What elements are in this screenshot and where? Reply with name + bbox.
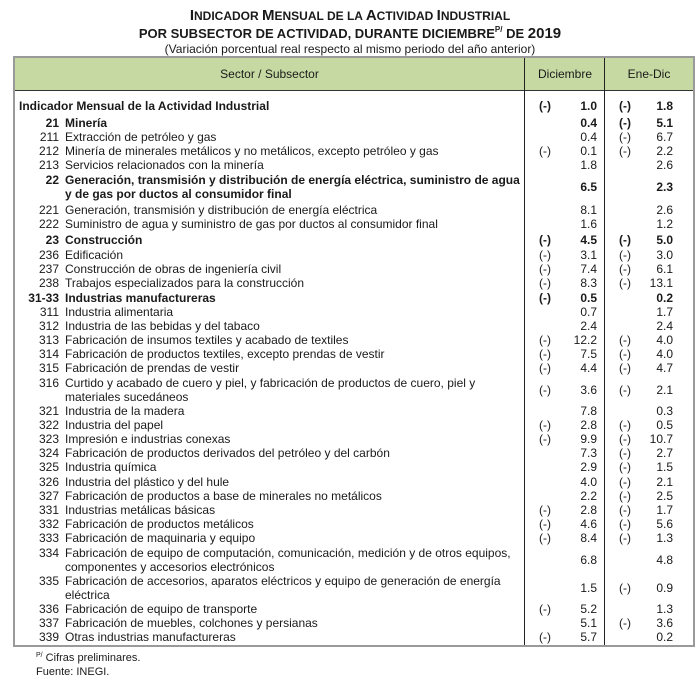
table-row: 22 Generación, transmisión y distribución de energía eléctrica, suministro de agua y de gas por ductos al consumidor final 6.5 2.3 [15,173,693,201]
subsector-code: 333 [38,531,59,545]
subsector-label: Generación, transmisión y distribución de energía eléctrica [65,203,378,217]
footnote-preliminary: $^{P/}$ Cifras preliminares. [36,652,141,664]
subsector-label: Construcción de obras de ingeniería civil [65,262,282,276]
table-row: 221 Generación, transmisión y distribución de energía eléctrica 8.1 2.6 [15,203,693,217]
negative-marker: (-) [539,99,551,113]
negative-marker: (-) [539,517,551,531]
subsector-code: 314 [38,347,59,361]
negative-marker: (-) [619,248,631,262]
subsector-label: Fabricación de productos a base de minerales no metálicos [65,489,382,503]
subsector-code: 325 [38,460,59,474]
negative-marker: (-) [619,116,631,130]
subsector-label: Otras industrias manufactureras [65,630,236,644]
negative-marker: (-) [619,333,631,347]
table-row: 321 Industria de la madera 7.8 0.3 [15,404,693,418]
table-row: 238 Trabajos especializados para la construcción (-) 8.3 (-) 13.1 [15,276,693,290]
subsector-code: 22 [45,173,59,187]
negative-marker: (-) [619,489,631,503]
subsector-label: Fabricación de accesorios, aparatos eléctricos y equipo de generación de energía eléctrica [65,574,501,603]
subsector-code: 213 [38,158,59,172]
subsector-code: 212 [38,144,59,158]
negative-marker: (-) [539,347,551,361]
negative-marker: (-) [619,460,631,474]
table-row: 337 Fabricación de muebles, colchones y persianas 5.1 (-) 3.6 [15,616,693,630]
table-row: 236 Edificación (-) 3.1 (-) 3.0 [15,248,693,262]
table-subtitle: POR SUBSECTOR DE ACTIVIDAD, DURANTE $DICIEMBRE^{P/}$ DE 2019 [138,25,562,42]
subsector-code: 322 [38,418,59,432]
subsector-code: 237 [38,262,59,276]
negative-marker: (-) [539,248,551,262]
subsector-label: Industria química [65,460,157,474]
subsector-label: Fabricación de equipo de transporte [65,602,258,616]
negative-marker: (-) [539,291,551,305]
subsector-code: 23 [45,233,59,247]
subsector-label: Fabricación de equipo de computación, comunicación, medición y de otros equipos, componentes y accesorios electrónicos [65,546,511,575]
table-row: 326 Industria del plástico y del hule 4.0 (-) 2.1 [15,475,693,489]
subsector-label: Fabricación de productos derivados del petróleo y del carbón [65,446,390,460]
negative-marker: (-) [539,432,551,446]
subsector-label: Fabricación de muebles, colchones y persianas [65,616,318,630]
subsector-code: 323 [38,432,59,446]
table-row: 322 Industria del papel (-) 2.8 (-) 0.5 [15,418,693,432]
preliminary-marker: P/ [494,25,503,34]
subsector-code: 31-33 [28,291,59,305]
subsector-code: 324 [38,446,59,460]
table-row: Indicador Mensual de la Actividad Industrial (-) 1.0 (-) 1.8 [19,99,673,113]
header-ene-dic: Ene-Dic [627,67,671,81]
negative-marker: (-) [619,233,631,247]
subsector-code: 313 [38,333,59,347]
negative-marker: (-) [619,276,631,290]
subsector-label: Generación, transmisión y distribución de energía eléctrica, suministro de agua y de gas por ductos al consumidor final [65,173,520,202]
table-row: 333 Fabricación de maquinaria y equipo (-) 8.4 (-) 1.3 [15,531,693,545]
table-row: 336 Fabricación de equipo de transporte (-) 5.2 1.3 [15,602,693,616]
negative-marker: (-) [619,262,631,276]
table-title: INDICADOR MENSUAL DE LA ACTIVIDAD INDUSTRIAL [189,7,511,24]
subsector-label: Fabricación de productos metálicos [65,517,254,531]
negative-marker: (-) [619,503,631,517]
negative-marker: (-) [539,630,551,644]
table-row: 313 Fabricación de insumos textiles y acabado de textiles (-) 12.2 (-) 4.0 [15,333,693,347]
negative-marker: (-) [619,432,631,446]
table-row: 21 Minería 0.4 (-) 5.1 [15,116,693,130]
negative-marker: (-) [619,347,631,361]
table-row: 211 Extracción de petróleo y gas 0.4 (-) 6.7 [15,130,693,144]
subsector-code: 334 [38,546,59,560]
negative-marker: (-) [619,616,631,630]
subsector-label: Impresión e industrias conexas [65,432,231,446]
negative-marker: (-) [619,475,631,489]
subsector-code: 21 [45,116,59,130]
negative-marker: (-) [539,503,551,517]
subsector-label: Industrias metálicas básicas [65,503,216,517]
subsector-code: 331 [38,503,59,517]
table-row: 315 Fabricación de prendas de vestir (-) 4.4 (-) 4.7 [15,361,693,375]
subsector-code: 236 [38,248,59,262]
subsector-label: Minería de minerales metálicos y no metálicos, excepto petróleo y gas [65,144,439,158]
negative-marker: (-) [539,144,551,158]
subsector-label: Edificación [65,248,124,262]
subsector-code: 238 [38,276,59,290]
subsector-label: Industria alimentaria [65,305,174,319]
negative-marker: (-) [539,418,551,432]
table-row: 222 Suministro de agua y suministro de gas por ductos al consumidor final 1.6 1.2 [15,217,693,231]
subsector-label: Industrias manufactureras [65,291,216,305]
subsector-label: Suministro de agua y suministro de gas por ductos al consumidor final [65,217,438,231]
footnote-source: Fuente: INEGI. [36,666,110,678]
negative-marker: (-) [539,361,551,375]
data-table [13,56,695,647]
negative-marker: (-) [539,531,551,545]
sector-label: Indicador Mensual de la Actividad Industrial [19,99,270,113]
subsector-label: Fabricación de prendas de vestir [65,361,240,375]
table-row: 312 Industria de las bebidas y del tabaco 2.4 2.4 [15,319,693,333]
negative-marker: (-) [619,383,631,397]
subsector-code: 336 [38,602,59,616]
subsector-code: 339 [38,630,59,644]
subsector-code: 311 [39,305,59,319]
table-row: 23 Construcción (-) 4.5 (-) 5.0 [15,233,693,247]
negative-marker: (-) [539,233,551,247]
subsector-code: 326 [38,475,59,489]
subsector-code: 222 [38,217,59,231]
negative-marker: (-) [619,130,631,144]
subsector-label: Minería [65,116,108,130]
negative-marker: (-) [539,602,551,616]
subsector-code: 221 [38,203,59,217]
subsector-label: Industria del papel [65,418,164,432]
table-row: 316 Curtido y acabado de cuero y piel, y fabricación de productos de cuero, piel y materiales sucedáneos (-) 3.6 (-) 2.1 [15,376,693,404]
subsector-code: 316 [38,376,59,390]
subsector-code: 332 [38,517,59,531]
negative-marker: (-) [619,531,631,545]
subsector-label: Construcción [65,233,143,247]
header-diciembre: Diciembre [537,67,592,81]
negative-marker: (-) [619,446,631,460]
table-row: 212 Minería de minerales metálicos y no metálicos, excepto petróleo y gas (-) 0.1 (-) 2.2 [15,144,693,158]
negative-marker: (-) [539,333,551,347]
subsector-label: Extracción de petróleo y gas [65,130,217,144]
subsector-code: 337 [38,616,59,630]
negative-marker: (-) [539,383,551,397]
table-header [15,58,693,91]
table-description: (Variación porcentual real respecto al mismo periodo del año anterior) [164,42,536,56]
subsector-label: Fabricación de productos textiles, excepto prendas de vestir [65,347,385,361]
subsector-code: 312 [38,319,59,333]
negative-marker: (-) [619,99,631,113]
negative-marker: (-) [619,517,631,531]
table-row: 332 Fabricación de productos metálicos (-) 4.6 (-) 5.6 [15,517,693,531]
subsector-label: Industria del plástico y del hule [65,475,230,489]
subsector-label: Fabricación de maquinaria y equipo [65,531,256,545]
table-row: 311 Industria alimentaria 0.7 1.7 [15,305,693,319]
subsector-label: Fabricación de insumos textiles y acabado de textiles [65,333,349,347]
table-row: 327 Fabricación de productos a base de minerales no metálicos 2.2 (-) 2.5 [15,489,693,503]
negative-marker: (-) [619,361,631,375]
table-row: 331 Industrias metálicas básicas (-) 2.8 (-) 1.7 [15,503,693,517]
subsector-label: Industria de las bebidas y del tabaco [65,319,260,333]
subsector-code: 211 [39,130,59,144]
table-row: 237 Construcción de obras de ingeniería civil (-) 7.4 (-) 6.1 [15,262,693,276]
subsector-code: 321 [38,404,59,418]
negative-marker: (-) [539,262,551,276]
negative-marker: (-) [619,144,631,158]
negative-marker: (-) [539,276,551,290]
subsector-label: Curtido y acabado de cuero y piel, y fabricación de productos de cuero, piel y materiales sucedáneos [65,376,476,405]
table-row: 324 Fabricación de productos derivados del petróleo y del carbón 7.3 (-) 2.7 [15,446,693,460]
table-row: 334 Fabricación de equipo de computación, comunicación, medición y de otros equipos, componentes y accesorios electrónicos 6.8 4.8 [15,546,693,574]
table-row: 31-33 Industrias manufactureras (-) 0.5 0.2 [15,291,693,305]
table-row: 339 Otras industrias manufactureras (-) 5.7 0.2 [15,630,693,644]
table-row: 325 Industria química 2.9 (-) 1.5 [15,460,693,474]
table-row: 213 Servicios relacionados con la minería 1.8 2.6 [15,158,693,172]
subsector-label: Industria de la madera [65,404,185,418]
subsector-label: Trabajos especializados para la construcción [65,276,305,290]
table-row: 314 Fabricación de productos textiles, excepto prendas de vestir (-) 7.5 (-) 4.0 [15,347,693,361]
year: 2019 [527,25,562,42]
subsector-code: 315 [38,361,59,375]
negative-marker: (-) [619,418,631,432]
subsector-code: 335 [38,574,59,588]
subsector-code: 327 [38,489,59,503]
table-row: 323 Impresión e industrias conexas (-) 9.9 (-) 10.7 [15,432,693,446]
negative-marker: (-) [619,581,631,595]
table-row: 335 Fabricación de accesorios, aparatos eléctricos y equipo de generación de energía eléctrica 1.5 (-) 0.9 [15,574,693,602]
header-sector: Sector / Subsector [220,67,319,81]
subsector-label: Servicios relacionados con la minería [65,158,264,172]
